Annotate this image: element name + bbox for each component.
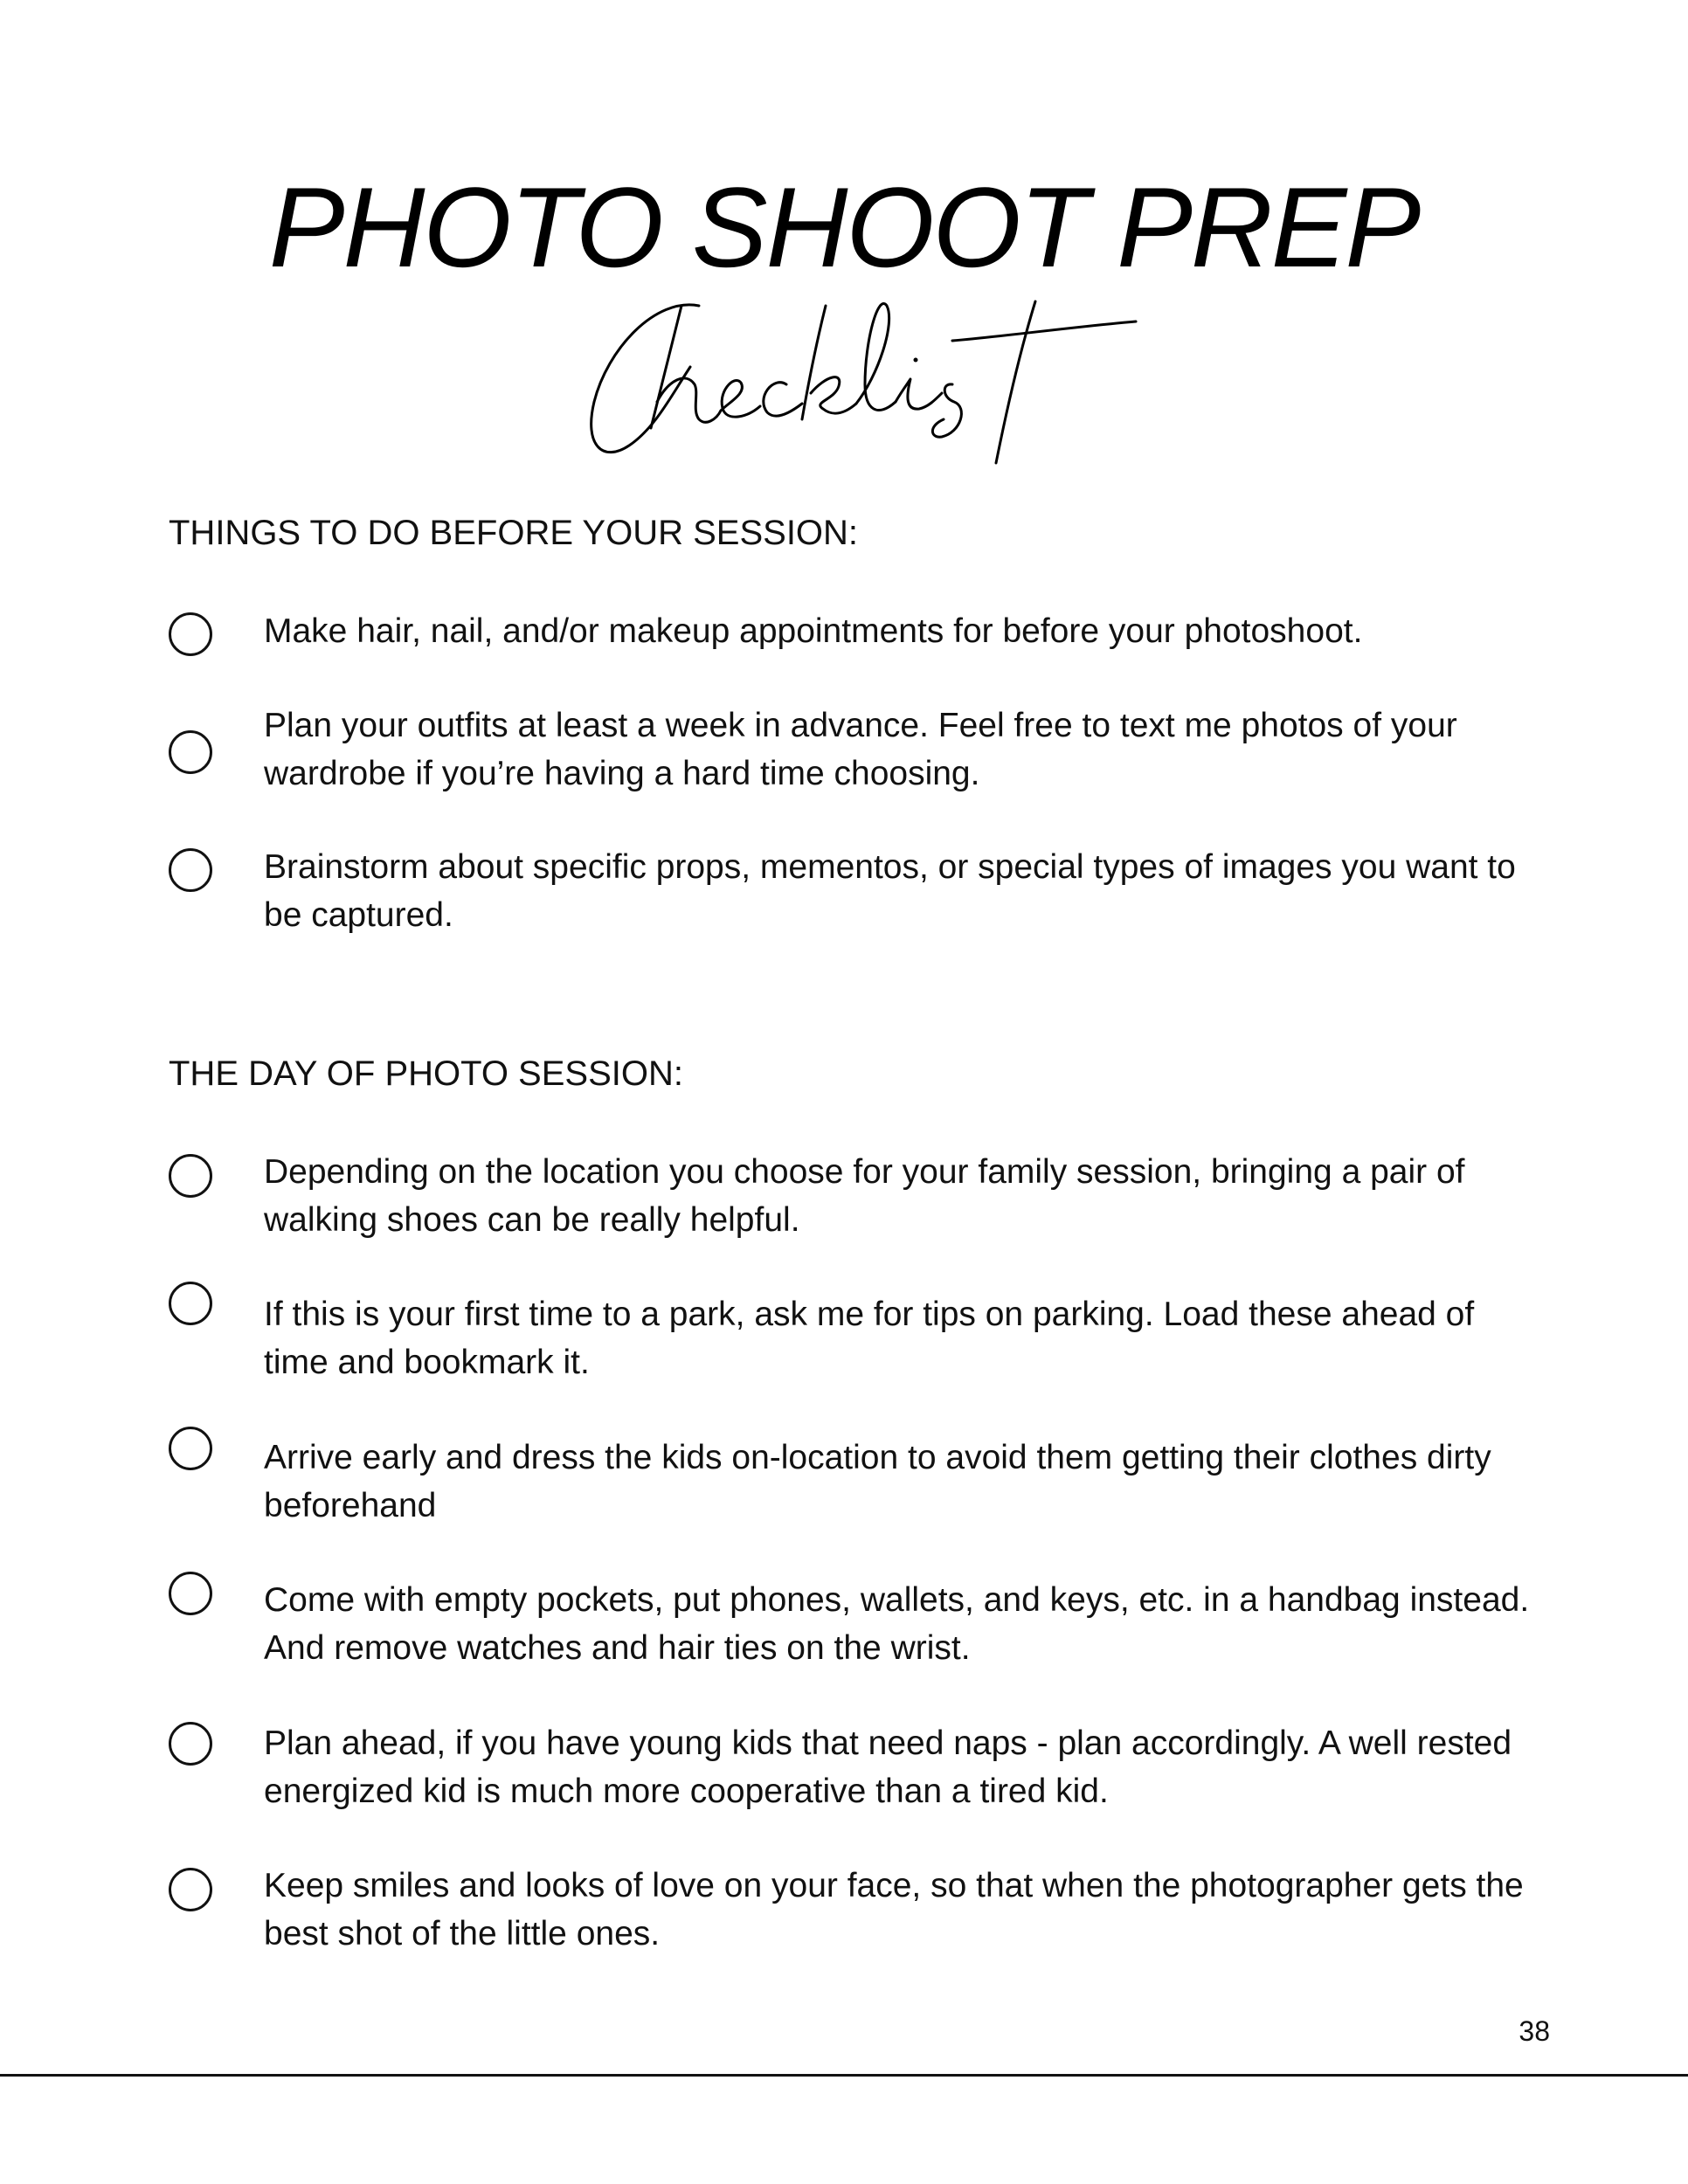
checklist-item-text: Arrive early and dress the kids on-location to avoid them getting their clothes dirty beforehand [264, 1439, 1491, 1524]
checkbox-circle[interactable] [169, 1868, 212, 1911]
checkbox-circle[interactable] [169, 730, 212, 774]
checklist-item-text: Brainstorm about specific props, mementos, or special types of images you want to be captured. [264, 848, 1516, 934]
checklist-item-text: Keep smiles and looks of love on your face, so that when the photographer gets the best shot of the little ones. [264, 1867, 1524, 1952]
checkbox-circle[interactable] [169, 1154, 212, 1198]
page-title: PHOTO SHOOT PREP [268, 163, 1420, 291]
checkbox-circle[interactable] [169, 848, 212, 892]
checklist-item-text: Depending on the location you choose for your family session, bringing a pair of walking shoes can be really helpful. [264, 1153, 1465, 1239]
footer-divider [0, 2074, 1688, 2077]
checkbox-circle[interactable] [169, 612, 212, 656]
checklist-item-text: Plan your outfits at least a week in advance. Feel free to text me photos of your wardrobe if you’re having a hard time choosing. [264, 707, 1457, 792]
checklist-item-text: Plan ahead, if you have young kids that need naps - plan accordingly. A well rested energized kid is much more cooperative than a tired kid. [264, 1724, 1512, 1810]
checklist-item-text: If this is your first time to a park, ask me for tips on parking. Load these ahead of time and bookmark it. [264, 1296, 1475, 1381]
section-heading-day-of-session: THE DAY OF PHOTO SESSION: [169, 1054, 684, 1093]
checkbox-circle[interactable] [169, 1282, 212, 1325]
checklist-item-text: Make hair, nail, and/or makeup appointments for before your photoshoot. [264, 612, 1363, 650]
section-heading-before-session: THINGS TO DO BEFORE YOUR SESSION: [169, 514, 859, 552]
checkbox-circle[interactable] [169, 1722, 212, 1766]
checklist-script-lettering [577, 288, 1188, 480]
checkbox-circle[interactable] [169, 1572, 212, 1615]
checklist-item-text: Come with empty pockets, put phones, wallets, and keys, etc. in a handbag instead. And remove watches and hair ties on the wrist. [264, 1581, 1530, 1667]
checkbox-circle[interactable] [169, 1427, 212, 1470]
page-number: 38 [1519, 2015, 1550, 2047]
